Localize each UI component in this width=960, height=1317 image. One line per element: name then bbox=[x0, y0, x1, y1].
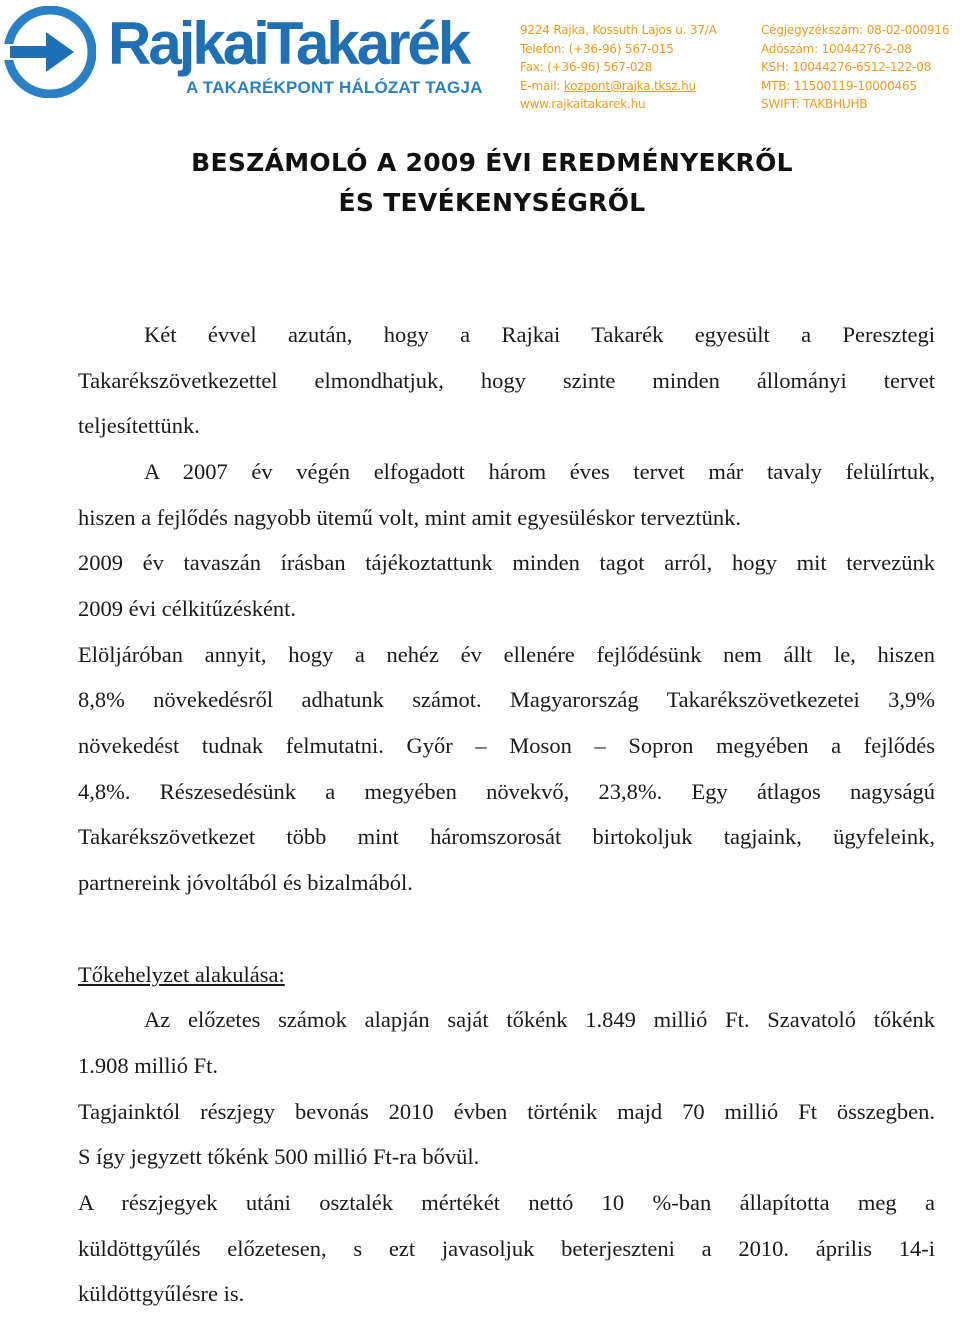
section-line: Tagjainktól részjegy bevonás 2010 évben történik majd 70 millió Ft összegben. bbox=[78, 1099, 935, 1124]
body-line: 4,8%. Részesedésünk a megyében növekvő, 23,8%. Egy átlagos nagyságú bbox=[78, 779, 935, 804]
company-registry-number: Cégjegyzékszám: 08-02-000916 bbox=[761, 23, 950, 37]
phone: Telefon: (+36-96) 567-015 bbox=[520, 41, 674, 56]
contact-address-block bbox=[520, 21, 717, 114]
swift-code: SWIFT: TAKBHUHB bbox=[761, 97, 868, 112]
tax-number: Adószám: 10044276-2-08 bbox=[761, 41, 912, 56]
body-line: A 2007 év végén elfogadott három éves tervet már tavaly felülírtuk, bbox=[144, 459, 935, 484]
mtb-number: MTB: 11500119-10000465 bbox=[761, 78, 917, 93]
section-line: A részjegyek utáni osztalék mértékét nettó 10 %-ban állapította meg a bbox=[78, 1190, 935, 1215]
body-line: Takarékszövetkezet több mint háromszorosát birtokoljuk tagjaink, ügyfeleink, bbox=[78, 824, 935, 849]
body-line: 8,8% növekedésről adhatunk számot. Magyarország Takarékszövetkezetei 3,9% bbox=[78, 687, 935, 712]
body-line: Takarékszövetkezettel elmondhatjuk, hogy szinte minden állományi tervet bbox=[78, 368, 935, 393]
body-line: Két évvel azután, hogy a Rajkai Takarék egyesült a Peresztegi bbox=[144, 322, 935, 347]
body-line: 2009 évi célkitűzésként. bbox=[78, 596, 297, 621]
body-line: teljesítettünk. bbox=[78, 413, 200, 438]
website[interactable]: www.rajkaitakarek.hu bbox=[520, 97, 646, 112]
email-line bbox=[520, 77, 717, 96]
section-heading: Tőkehelyzet alakulása: bbox=[78, 962, 285, 987]
section-line: S így jegyzett tőkénk 500 millió Ft-ra bővül. bbox=[78, 1144, 480, 1169]
address: 9224 Rajka, Kossuth Lajos u. 37/A bbox=[520, 23, 717, 37]
brand-name: RajkaiTakarék bbox=[108, 10, 469, 77]
email-link[interactable]: kozpont@rajka.tksz.hu bbox=[563, 78, 696, 93]
logo-arrow-icon bbox=[4, 6, 96, 98]
email-label: E-mail: bbox=[520, 78, 564, 93]
body-line: hiszen a fejlődés nagyobb ütemű volt, mint amit egyesüléskor terveztünk. bbox=[78, 505, 741, 530]
brand-tagline: A TAKARÉKPONT HÁLÓZAT TAGJA bbox=[186, 78, 483, 97]
section-line: 1.908 millió Ft. bbox=[78, 1053, 219, 1078]
section-line: küldöttgyűlés előzetesen, s ezt javasoljuk beterjeszteni a 2010. április 14-i bbox=[78, 1236, 935, 1261]
fax: Fax: (+36-96) 567-028 bbox=[520, 60, 653, 75]
body-line: partnereink jóvoltából és bizalmából. bbox=[78, 870, 413, 895]
ksh-number: KSH: 10044276-6512-122-08 bbox=[761, 60, 932, 75]
letterhead bbox=[0, 0, 960, 118]
report-title-line-2: ÉS TEVÉKENYSÉGRŐL bbox=[338, 188, 646, 217]
company-registration-block bbox=[761, 21, 949, 114]
body-line: Elöljáróban annyit, hogy a nehéz év ellenére fejlődésünk nem állt le, hiszen bbox=[78, 642, 935, 667]
body-line: növekedést tudnak felmutatni. Győr – Moson – Sopron megyében a fejlődés bbox=[78, 733, 935, 758]
section-line: küldöttgyűlésre is. bbox=[78, 1281, 245, 1306]
body-line: 2009 év tavaszán írásban tájékoztattunk minden tagot arról, hogy mit tervezünk bbox=[78, 550, 935, 575]
section-line: Az előzetes számok alapján saját tőkénk 1.849 millió Ft. Szavatoló tőkénk bbox=[144, 1007, 935, 1032]
report-title-line-1: BESZÁMOLÓ A 2009 ÉVI EREDMÉNYEKRŐL bbox=[191, 148, 793, 177]
